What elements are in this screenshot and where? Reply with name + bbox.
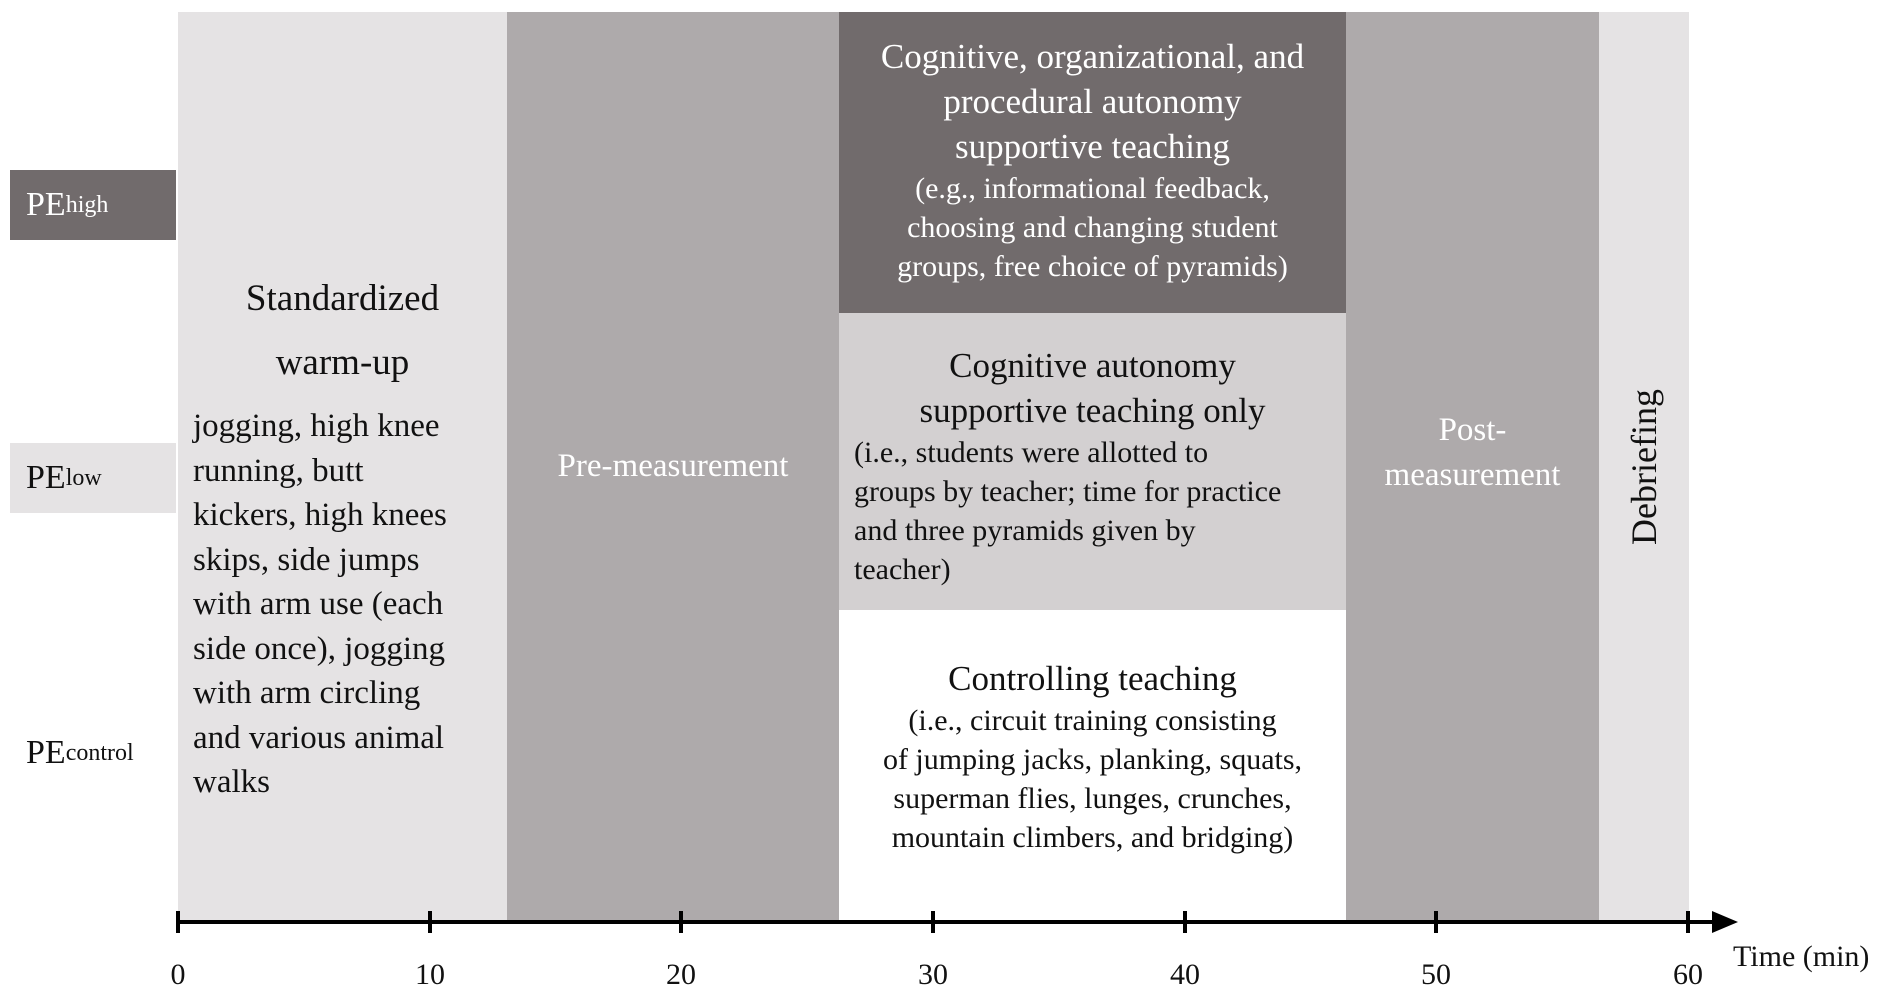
tick-label-20: 20	[666, 958, 696, 991]
tick-label-10: 10	[415, 958, 445, 991]
tick-label-40: 40	[1170, 958, 1200, 991]
tick-label-0: 0	[170, 958, 186, 991]
axis-arrowhead	[1712, 911, 1738, 933]
pre-measurement-label: Pre-measurement	[557, 447, 789, 484]
row-label-pe-high: PE high	[10, 170, 176, 240]
warmup-title: Standardized warm-up	[245, 278, 440, 383]
tick-label-50: 50	[1421, 958, 1451, 991]
warmup-block	[178, 12, 507, 920]
debriefing-label: Debriefing	[1624, 389, 1664, 545]
tick-label-60: 60	[1673, 958, 1703, 991]
tick-label-30: 30	[918, 958, 948, 991]
warmup-description: jogging, high knee running, butt kickers, high knees skips, side jumps with arm use (each side once), jogging with arm circling and various animal walks	[193, 408, 447, 800]
post-measurement-block: Post- measurement	[1346, 12, 1599, 920]
axis-title: Time (min)	[1733, 940, 1870, 973]
debriefing-block	[1599, 12, 1689, 920]
pe-high-block: Cognitive, organizational, and procedural autonomy supportive teaching (e.g., informational feedback, choosing and changing student groups, free choice of pyramids)	[839, 12, 1346, 313]
pe-low-block: Cognitive autonomy supportive teaching only (i.e., students were allotted to groups by teacher; time for practice and three pyramids given by teacher)	[839, 313, 1346, 610]
pre-measurement-block	[507, 12, 839, 920]
pe-low-detail: (i.e., students were allotted to groups by teacher; time for practice and three pyramids given by teacher)	[854, 436, 1282, 586]
row-label-pe-control: PE control	[26, 734, 134, 771]
pe-control-block: Controlling teaching (i.e., circuit training consisting of jumping jacks, planking, squats, superman flies, lunges, crunches, mountain climbers, and bridging)	[839, 610, 1346, 920]
row-label-pe-low: PE low	[10, 443, 176, 513]
